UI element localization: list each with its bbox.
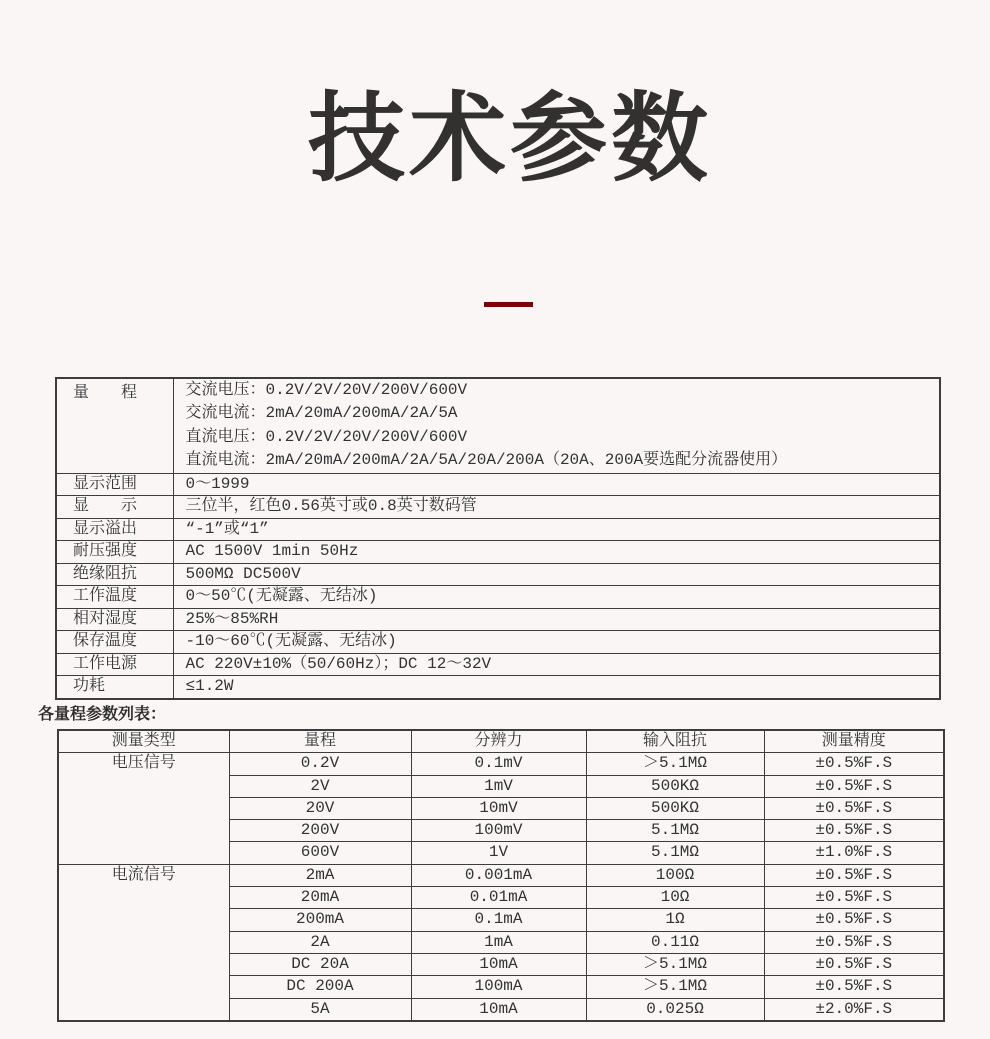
cell-range: DC 200A: [229, 976, 411, 998]
spec-value: 0～50℃(无凝露、无结冰): [173, 586, 940, 609]
table-row: [56, 653, 940, 676]
cell-resolution: 10mV: [411, 797, 586, 819]
cell-impedance: ＞5.1MΩ: [586, 753, 764, 775]
spec-value: [173, 378, 940, 473]
cell-impedance: 10Ω: [586, 887, 764, 909]
cell-range: 200mA: [229, 909, 411, 931]
cell-range: 5A: [229, 998, 411, 1021]
cell-resolution: 0.1mA: [411, 909, 586, 931]
spec-value: “-1”或“1”: [173, 518, 940, 541]
spec-label: 显示溢出: [56, 518, 173, 541]
cell-impedance: 5.1MΩ: [586, 842, 764, 864]
cell-impedance: 500KΩ: [586, 797, 764, 819]
spec-value: 500MΩ DC500V: [173, 563, 940, 586]
measurement-type-cell: 电流信号: [58, 864, 229, 1021]
column-header: 测量精度: [764, 730, 944, 753]
cell-impedance: ＞5.1MΩ: [586, 976, 764, 998]
cell-accuracy: ±1.0%F.S: [764, 842, 944, 864]
cell-resolution: 10mA: [411, 953, 586, 975]
cell-accuracy: ±0.5%F.S: [764, 953, 944, 975]
spec-label: 耐压强度: [56, 541, 173, 564]
cell-resolution: 100mV: [411, 820, 586, 842]
spec-value: 三位半，红色0.56英寸或0.8英寸数码管: [173, 496, 940, 519]
column-header: 分辨力: [411, 730, 586, 753]
cell-accuracy: ±0.5%F.S: [764, 909, 944, 931]
table-row: [56, 496, 940, 519]
cell-resolution: 0.01mA: [411, 887, 586, 909]
cell-range: 200V: [229, 820, 411, 842]
column-header: 量程: [229, 730, 411, 753]
spec-table: [55, 377, 941, 700]
cell-resolution: 1mV: [411, 775, 586, 797]
cell-resolution: 1V: [411, 842, 586, 864]
cell-accuracy: ±0.5%F.S: [764, 753, 944, 775]
cell-range: DC 20A: [229, 953, 411, 975]
cell-resolution: 100mA: [411, 976, 586, 998]
spec-label: 显示范围: [56, 473, 173, 496]
cell-range: 600V: [229, 842, 411, 864]
table-row: [56, 586, 940, 609]
table-row: [58, 864, 944, 886]
table-row: [56, 631, 940, 654]
measurement-type-cell: 电压信号: [58, 753, 229, 864]
table-header-row: [58, 730, 944, 753]
cell-resolution: 10mA: [411, 998, 586, 1021]
table-row: [56, 378, 940, 473]
cell-resolution: 0.001mA: [411, 864, 586, 886]
spec-value: -10～60℃(无凝露、无结冰): [173, 631, 940, 654]
cell-range: 20mA: [229, 887, 411, 909]
cell-impedance: 0.025Ω: [586, 998, 764, 1021]
cell-accuracy: ±0.5%F.S: [764, 976, 944, 998]
title-divider: [484, 302, 533, 307]
spec-value-line: 交流电压：0.2V/2V/20V/200V/600V: [185, 381, 468, 399]
spec-label: 量 程: [56, 378, 173, 473]
cell-impedance: 0.11Ω: [586, 931, 764, 953]
table-row: [58, 753, 944, 775]
cell-impedance: ＞5.1MΩ: [586, 953, 764, 975]
table-row: [56, 563, 940, 586]
spec-value-line: 直流电压：0.2V/2V/20V/200V/600V: [185, 427, 468, 446]
spec-value: 25%～85%RH: [173, 608, 940, 631]
spec-label: 相对湿度: [56, 608, 173, 631]
spec-label: 功耗: [56, 676, 173, 699]
cell-range: 2V: [229, 775, 411, 797]
spec-label: 保存温度: [56, 631, 173, 654]
cell-accuracy: ±0.5%F.S: [764, 931, 944, 953]
cell-impedance: 5.1MΩ: [586, 820, 764, 842]
spec-value: AC 1500V 1min 50Hz: [173, 541, 940, 564]
spec-label: 工作电源: [56, 653, 173, 676]
cell-accuracy: ±0.5%F.S: [764, 797, 944, 819]
cell-accuracy: ±0.5%F.S: [764, 820, 944, 842]
cell-range: 20V: [229, 797, 411, 819]
cell-resolution: 0.1mV: [411, 753, 586, 775]
table-row: [56, 473, 940, 496]
cell-accuracy: ±0.5%F.S: [764, 864, 944, 886]
cell-impedance: 500KΩ: [586, 775, 764, 797]
cell-impedance: 100Ω: [586, 864, 764, 886]
column-header: 输入阻抗: [586, 730, 764, 753]
cell-range: 2mA: [229, 864, 411, 886]
spec-value: 0～1999: [173, 473, 940, 496]
cell-range: 0.2V: [229, 753, 411, 775]
spec-label: 显 示: [56, 496, 173, 519]
spec-label: 绝缘阻抗: [56, 563, 173, 586]
cell-impedance: 1Ω: [586, 909, 764, 931]
cell-accuracy: ±0.5%F.S: [764, 887, 944, 909]
cell-range: 2A: [229, 931, 411, 953]
section-label: 各量程参数列表：: [38, 704, 167, 723]
table-row: [56, 541, 940, 564]
spec-label: 工作温度: [56, 586, 173, 609]
spec-value: AC 220V±10%（50/60Hz）；DC 12～32V: [173, 653, 940, 676]
table-row: [56, 518, 940, 541]
cell-resolution: 1mA: [411, 931, 586, 953]
spec-value-line: 交流电流：2mA/20mA/200mA/2A/5A: [185, 404, 458, 423]
cell-accuracy: ±0.5%F.S: [764, 775, 944, 797]
table-row: [56, 608, 940, 631]
range-table: [57, 729, 945, 1022]
column-header: 测量类型: [58, 730, 229, 753]
spec-value-line: 直流电流：2mA/20mA/200mA/2A/5A/20A/200A（20A、200A要选配分流器使用）: [185, 451, 788, 470]
table-row: [56, 676, 940, 699]
page-title: 技术参数: [308, 82, 712, 195]
cell-accuracy: ±2.0%F.S: [764, 998, 944, 1021]
spec-value: ≤1.2W: [173, 676, 940, 699]
